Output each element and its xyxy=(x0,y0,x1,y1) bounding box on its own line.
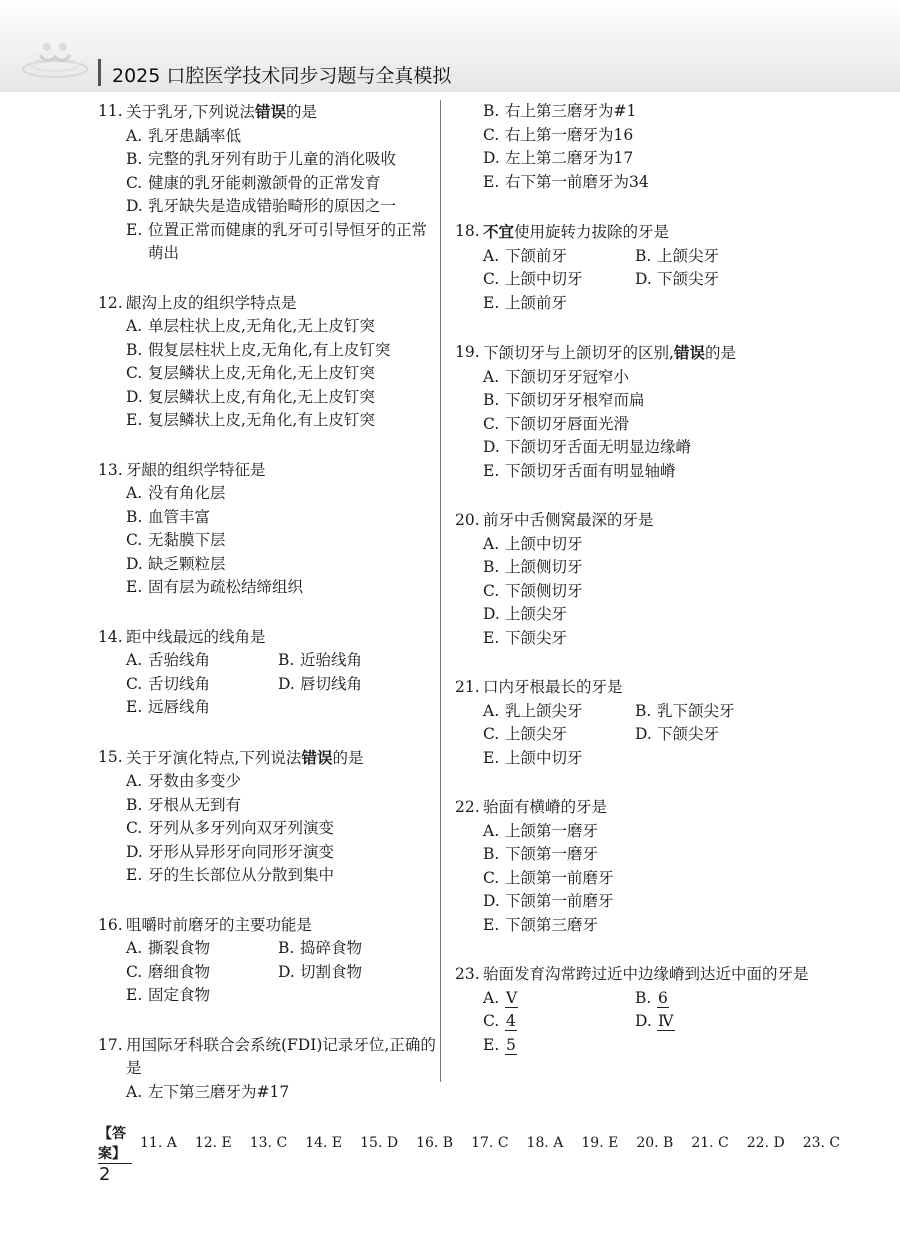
left-column xyxy=(98,100,438,1130)
answer-item: 22. D xyxy=(746,1135,785,1151)
option-b: B. 近骀线角 xyxy=(278,651,363,669)
tooth-notation: 6 xyxy=(658,988,668,1007)
option-a: A. 下颌切牙牙冠窄小 xyxy=(483,367,630,386)
option-d: D. 唇切线角 xyxy=(278,674,363,693)
question-number: 14. xyxy=(98,627,123,646)
question-stem: 关于乳牙,下列说法错误的是 xyxy=(126,102,317,121)
option-a: A. 没有角化层 xyxy=(126,484,226,502)
question-18 xyxy=(455,220,835,315)
answer-item: 23. C xyxy=(802,1135,841,1151)
question-stem: 牙龈的组织学特征是 xyxy=(126,460,266,479)
question-17-continued xyxy=(455,100,835,194)
answer-item: 20. B xyxy=(636,1135,674,1151)
option-b: B. 上颌尖牙 xyxy=(635,246,720,265)
right-column xyxy=(455,100,835,1083)
option-d: D. 牙形从异形牙向同形牙演变 xyxy=(126,842,335,861)
question-14 xyxy=(98,626,438,720)
option-e: E. 5 xyxy=(483,1035,516,1054)
option-d: D. Ⅳ xyxy=(635,1012,674,1030)
tooth-notation: Ⅳ xyxy=(658,1012,674,1030)
option-a: A. 乳牙患龋率低 xyxy=(126,126,242,145)
option-a: A. 舌骀线角 xyxy=(126,651,211,669)
option-d: D. 下颌切牙舌面无明显边缘嵴 xyxy=(483,438,692,456)
option-e: E. 牙的生长部位从分散到集中 xyxy=(126,866,335,884)
question-number: 12. xyxy=(98,293,123,312)
option-e: E. 上颌前牙 xyxy=(483,293,568,312)
question-stem: 龈沟上皮的组织学特点是 xyxy=(126,293,297,312)
answer-item: 11. A xyxy=(140,1135,177,1151)
question-number: 11. xyxy=(98,102,123,120)
question-stem: 关于牙演化特点,下列说法错误的是 xyxy=(126,747,364,767)
option-d: D. 左上第二磨牙为17 xyxy=(483,149,634,167)
column-divider xyxy=(440,100,441,1082)
question-23 xyxy=(455,963,835,1057)
option-e: E. 下颌尖牙 xyxy=(483,628,568,647)
option-e: E. 复层鳞状上皮,无角化,有上皮钉突 xyxy=(126,411,375,429)
question-stem: 用国际牙科联合会系统(FDI)记录牙位,正确的是 xyxy=(126,1035,436,1077)
question-11 xyxy=(98,100,438,266)
option-c: C. 复层鳞状上皮,无角化,无上皮钉突 xyxy=(126,364,375,382)
option-b: B. 血管丰富 xyxy=(126,507,211,526)
option-e: E. 固定食物 xyxy=(126,986,211,1004)
answer-item: 19. E xyxy=(581,1135,619,1151)
option-d: D. 切割食物 xyxy=(278,962,363,981)
option-d: D. 缺乏颗粒层 xyxy=(126,554,226,573)
question-number: 17. xyxy=(98,1035,123,1054)
question-12 xyxy=(98,292,438,433)
option-e: E. 固有层为疏松结缔组织 xyxy=(126,578,304,596)
option-a: A. 撕裂食物 xyxy=(126,939,211,957)
option-c: C. 磨细食物 xyxy=(126,962,211,981)
question-stem: 距中线最远的线角是 xyxy=(126,627,266,646)
option-c: C. 4 xyxy=(483,1012,516,1030)
question-stem: 咀嚼时前磨牙的主要功能是 xyxy=(126,915,313,934)
option-c: C. 右上第一磨牙为16 xyxy=(483,125,634,144)
option-d: D. 下颌第一前磨牙 xyxy=(483,892,614,910)
option-c: C. 舌切线角 xyxy=(126,674,211,693)
option-c: C. 下颌侧切牙 xyxy=(483,581,583,600)
question-16 xyxy=(98,914,438,1008)
option-d: D. 下颌尖牙 xyxy=(635,725,720,743)
header-divider-bar xyxy=(98,59,101,86)
question-number: 19. xyxy=(455,343,480,361)
option-e: E. 右下第一前磨牙为34 xyxy=(483,172,649,191)
option-d: D. 乳牙缺失是造成错骀畸形的原因之一 xyxy=(126,197,397,215)
option-a: A. 牙数由多变少 xyxy=(126,772,242,790)
option-e: E. 上颌中切牙 xyxy=(483,748,583,767)
book-logo-icon xyxy=(20,35,90,81)
option-c: C. 无黏膜下层 xyxy=(126,531,226,549)
option-c: C. 上颌尖牙 xyxy=(483,725,568,743)
option-a: A. 下颌前牙 xyxy=(483,246,568,265)
option-b: B. 乳下颌尖牙 xyxy=(635,701,735,720)
question-number: 16. xyxy=(98,915,123,934)
option-b: B. 完整的乳牙列有助于儿童的消化吸收 xyxy=(126,150,397,168)
option-d: D. 下颌尖牙 xyxy=(635,270,720,288)
option-b: B. 捣碎食物 xyxy=(278,939,363,957)
question-number: 21. xyxy=(455,678,480,696)
question-22 xyxy=(455,796,835,937)
option-b: B. 下颌切牙牙根窄而扁 xyxy=(483,391,645,409)
question-20 xyxy=(455,509,835,650)
option-a: A. 单层柱状上皮,无角化,无上皮钉突 xyxy=(126,317,375,335)
question-stem: 前牙中舌侧窝最深的牙是 xyxy=(483,511,654,529)
tooth-notation: 4 xyxy=(506,1012,516,1030)
question-number: 18. xyxy=(455,222,480,240)
option-b: B. 上颌侧切牙 xyxy=(483,558,583,576)
answer-item: 16. B xyxy=(416,1135,454,1151)
option-b: B. 牙根从无到有 xyxy=(126,795,242,814)
option-b: B. 假复层柱状上皮,无角化,有上皮钉突 xyxy=(126,340,391,359)
option-e: E. 下颌第三磨牙 xyxy=(483,915,599,934)
question-number: 22. xyxy=(455,798,480,816)
book-title: 2025 口腔医学技术同步习题与全真模拟 xyxy=(112,65,452,87)
question-13 xyxy=(98,459,438,600)
option-c: C. 牙列从多牙列向双牙列演变 xyxy=(126,819,335,837)
question-17 xyxy=(98,1034,438,1105)
question-19 xyxy=(455,341,835,483)
option-c: C. 下颌切牙唇面光滑 xyxy=(483,414,630,433)
option-a: A. 上颌中切牙 xyxy=(483,534,583,553)
question-number: 23. xyxy=(455,965,480,983)
answer-item: 14. E xyxy=(305,1135,343,1151)
question-stem: 口内牙根最长的牙是 xyxy=(483,678,623,696)
question-stem: 骀面有横嵴的牙是 xyxy=(483,798,608,816)
question-15 xyxy=(98,746,438,888)
question-stem: 骀面发育沟常跨过近中边缘嵴到达近中面的牙是 xyxy=(483,965,809,983)
question-number: 13. xyxy=(98,460,123,479)
answer-item: 21. C xyxy=(691,1135,729,1151)
option-d: D. 上颌尖牙 xyxy=(483,605,568,623)
answer-item: 13. C xyxy=(249,1135,288,1151)
option-a: A. Ⅴ xyxy=(483,988,518,1007)
option-a: A. 乳上颌尖牙 xyxy=(483,701,583,720)
answer-key xyxy=(98,1125,841,1162)
answer-item: 12. E xyxy=(194,1135,232,1151)
option-c: C. 上颌中切牙 xyxy=(483,270,583,288)
tooth-notation: Ⅴ xyxy=(506,988,518,1007)
question-stem: 不宜使用旋转力拔除的牙是 xyxy=(483,222,670,241)
option-b: B. 6 xyxy=(635,988,668,1007)
option-b: B. 右上第三磨牙为#1 xyxy=(483,102,637,120)
question-number: 15. xyxy=(98,747,123,766)
answer-label: 【答案】 xyxy=(98,1123,132,1164)
option-e: E. 位置正常而健康的乳牙可引导恒牙的正常萌出 xyxy=(126,220,428,262)
option-c: C. 上颌第一前磨牙 xyxy=(483,868,614,887)
option-a: A. 上颌第一磨牙 xyxy=(483,821,599,840)
answer-item: 18. A xyxy=(526,1135,564,1151)
page-number: 2 xyxy=(99,1164,111,1185)
answer-item: 17. C xyxy=(471,1135,509,1151)
option-e: E. 下颌切牙舌面有明显轴嵴 xyxy=(483,461,676,480)
option-a: A. 左下第三磨牙为#17 xyxy=(126,1082,290,1101)
question-21 xyxy=(455,676,835,770)
option-e: E. 远唇线角 xyxy=(126,698,211,716)
answer-item: 15. D xyxy=(360,1135,399,1151)
option-d: D. 复层鳞状上皮,有角化,无上皮钉突 xyxy=(126,387,375,406)
option-c: C. 健康的乳牙能刺激颌骨的正常发育 xyxy=(126,173,381,192)
page-header xyxy=(0,0,900,92)
question-stem: 下颌切牙与上颌切牙的区别,错误的是 xyxy=(483,343,736,362)
option-b: B. 下颌第一磨牙 xyxy=(483,845,599,863)
tooth-notation: 5 xyxy=(506,1035,516,1054)
question-number: 20. xyxy=(455,511,480,529)
